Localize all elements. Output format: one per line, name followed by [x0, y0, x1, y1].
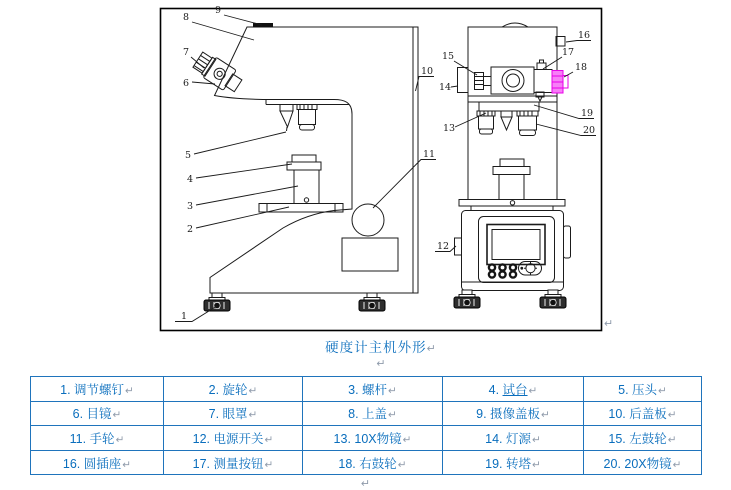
cell-text: 16. 圆插座 — [62, 456, 122, 471]
svg-text:17: 17 — [561, 47, 575, 58]
table-cell — [443, 401, 584, 426]
cell-text: 8. 上盖 — [348, 407, 388, 422]
table-row — [31, 450, 702, 475]
paragraph-mark: ↵ — [604, 318, 614, 330]
cell-text: 20. 20X物镜 — [603, 456, 672, 471]
parts-table — [30, 376, 702, 475]
figure-caption — [160, 336, 602, 356]
cell-text: 18. 右鼓轮 — [338, 456, 397, 471]
svg-text:1: 1 — [180, 311, 188, 322]
svg-text:13: 13 — [442, 123, 456, 134]
table-cell — [31, 401, 164, 426]
cell-mark: ↵ — [532, 458, 541, 471]
cell-text: 7. 眼罩 — [208, 407, 248, 422]
cell-mark: ↵ — [658, 384, 667, 397]
svg-text:12: 12 — [436, 241, 450, 252]
cell-mark: ↵ — [667, 409, 677, 422]
cell-text: 10. 后盖板 — [608, 407, 667, 422]
cell-text: 3. 螺杆 — [348, 382, 388, 397]
svg-text:10: 10 — [420, 66, 434, 77]
table-cell — [584, 401, 702, 426]
cell-text: 9. 摄像盖板 — [476, 407, 541, 422]
cell-mark: ↵ — [532, 433, 541, 446]
table-cell — [443, 377, 584, 402]
cell-text: 2. 旋轮 — [208, 382, 248, 397]
cell-link[interactable]: 试台 — [502, 382, 528, 397]
table-cell — [164, 450, 303, 475]
cell-mark: ↵ — [125, 384, 134, 397]
svg-text:4: 4 — [186, 174, 194, 185]
cell-text: 6. 目镜 — [72, 407, 112, 422]
cell-mark: ↵ — [248, 409, 258, 422]
cell-text: 1. 调节螺钉 — [60, 382, 125, 397]
table-row — [31, 426, 702, 451]
table-cell — [303, 426, 443, 451]
cell-mark: ↵ — [122, 458, 132, 471]
cell-text: 15. 左鼓轮 — [608, 431, 667, 446]
table-cell — [303, 450, 443, 475]
cell-mark: ↵ — [541, 409, 550, 422]
table-cell — [164, 377, 303, 402]
table-cell — [584, 450, 702, 475]
cell-mark: ↵ — [112, 409, 122, 422]
svg-text:19: 19 — [580, 108, 594, 119]
table-cell — [303, 401, 443, 426]
cell-text: 12. 电源开关 — [192, 431, 264, 446]
cell-mark: ↵ — [388, 384, 397, 397]
table-cell — [584, 377, 702, 402]
svg-text:14: 14 — [438, 82, 452, 93]
cell-mark: ↵ — [264, 458, 274, 471]
cell-mark: ↵ — [672, 458, 682, 471]
cell-mark: ↵ — [397, 458, 407, 471]
table-cell — [31, 426, 164, 451]
cell-text: 5. 压头 — [618, 382, 658, 397]
svg-text:18: 18 — [574, 62, 588, 73]
figure-caption-text: 硬度计主机外形 — [325, 340, 427, 355]
table-cell — [164, 426, 303, 451]
table-cell — [31, 377, 164, 402]
paragraph-mark: ↵ — [426, 343, 437, 355]
table-row — [31, 401, 702, 426]
cell-mark: ↵ — [248, 384, 258, 397]
paragraph-mark: ↵ — [376, 358, 386, 370]
table-cell — [584, 426, 702, 451]
paragraph-mark: ↵ — [360, 478, 371, 490]
table-cell — [303, 377, 443, 402]
cell-text: 17. 测量按钮 — [192, 456, 264, 471]
cell-text: 14. 灯源 — [485, 431, 532, 446]
table-cell — [31, 450, 164, 475]
table-row — [31, 377, 702, 402]
svg-text:6: 6 — [182, 78, 190, 89]
svg-text:8: 8 — [182, 12, 190, 23]
cell-mark: ↵ — [388, 409, 397, 422]
cell-mark: ↵ — [402, 433, 412, 446]
cell-mark: ↵ — [528, 384, 538, 397]
svg-text:15: 15 — [441, 51, 455, 62]
svg-text:7: 7 — [182, 47, 190, 58]
cell-mark: ↵ — [264, 433, 274, 446]
svg-text:11: 11 — [422, 149, 436, 160]
svg-text:16: 16 — [577, 30, 591, 41]
table-cell — [164, 401, 303, 426]
cell-mark: ↵ — [115, 433, 125, 446]
cell-mark: ↵ — [667, 433, 677, 446]
table-cell — [443, 426, 584, 451]
cell-text: 13. 10X物镜 — [333, 431, 402, 446]
cell-text: 19. 转塔 — [485, 456, 532, 471]
svg-text:20: 20 — [582, 125, 596, 136]
cell-text: 11. 手轮 — [69, 431, 115, 446]
svg-text:5: 5 — [184, 150, 192, 161]
svg-text:2: 2 — [186, 224, 194, 235]
cell-text: 4. — [488, 382, 503, 397]
svg-text:3: 3 — [186, 201, 194, 212]
table-cell — [443, 450, 584, 475]
svg-text:9: 9 — [214, 5, 222, 16]
